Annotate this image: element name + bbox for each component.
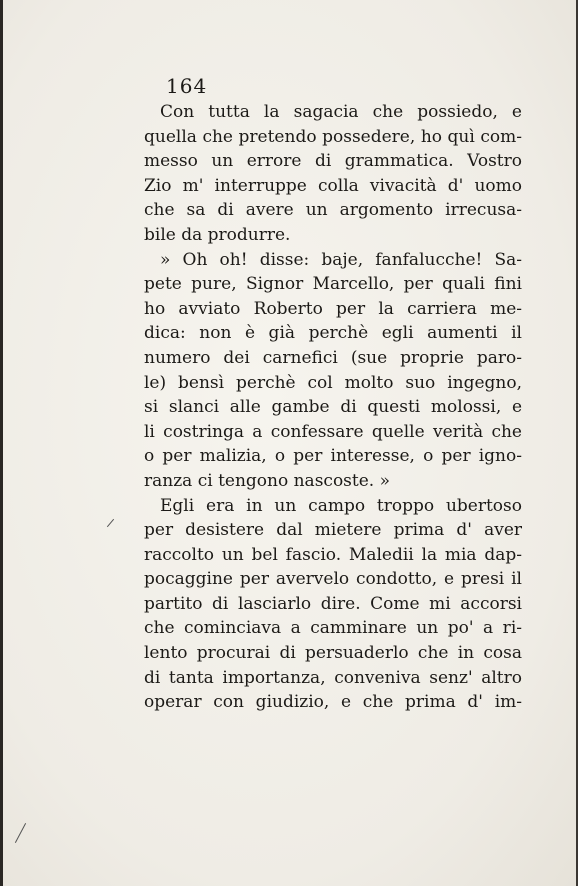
text-line: che sa di avere un argomento irrecusa- — [144, 200, 522, 221]
text-line: raccolto un bel fascio. Maledii la mia dap- — [144, 544, 522, 565]
text-line: si slanci alle gambe di questi molossi, e — [144, 397, 522, 418]
page-left-edge — [0, 0, 3, 886]
page-number: 164 — [166, 74, 208, 98]
text-line: messo un errore di grammatica. Vostro — [144, 151, 522, 172]
text-line: quella che pretendo possedere, ho quì com- — [144, 126, 522, 147]
stray-pen-mark — [15, 823, 26, 843]
text-line: partito di lasciarlo dire. Come mi accorsi — [144, 593, 522, 614]
text-line: ranza ci tengono nascoste. » — [144, 470, 391, 491]
body-text — [144, 100, 522, 715]
text-line: bile da produrre. — [144, 224, 291, 245]
text-line: numero dei carnefici (sue proprie paro- — [144, 347, 522, 368]
text-line: pete pure, Signor Marcello, per quali fini — [144, 274, 522, 295]
text-line: operar con giudizio, e che prima d' im- — [144, 692, 522, 713]
text-line: » Oh oh! disse: baje, fanfalucche! Sa- — [160, 249, 522, 270]
stray-pen-mark — [107, 519, 114, 527]
text-line: Egli era in un campo troppo ubertoso — [160, 495, 522, 516]
text-line: li costringa a confessare quelle verità che — [144, 421, 522, 442]
text-line: o per malizia, o per interesse, o per igno- — [144, 446, 522, 467]
text-line: dica: non è già perchè egli aumenti il — [144, 323, 522, 344]
text-line: ho avviato Roberto per la carriera me- — [144, 298, 522, 319]
text-line: le) bensì perchè col molto suo ingegno, — [144, 372, 522, 393]
text-line: per desistere dal mietere prima d' aver — [144, 520, 522, 541]
text-line: Con tutta la sagacia che possiedo, e — [160, 102, 522, 122]
text-line: pocaggine per avervelo condotto, e presi il — [144, 569, 522, 590]
text-line: che cominciava a camminare un po' a ri- — [144, 618, 522, 639]
text-line: Zio m' interruppe colla vivacità d' uomo — [144, 175, 522, 196]
text-line: lento procurai di persuaderlo che in cosa — [144, 643, 522, 664]
text-line: di tanta importanza, conveniva senz' altro — [144, 667, 522, 688]
